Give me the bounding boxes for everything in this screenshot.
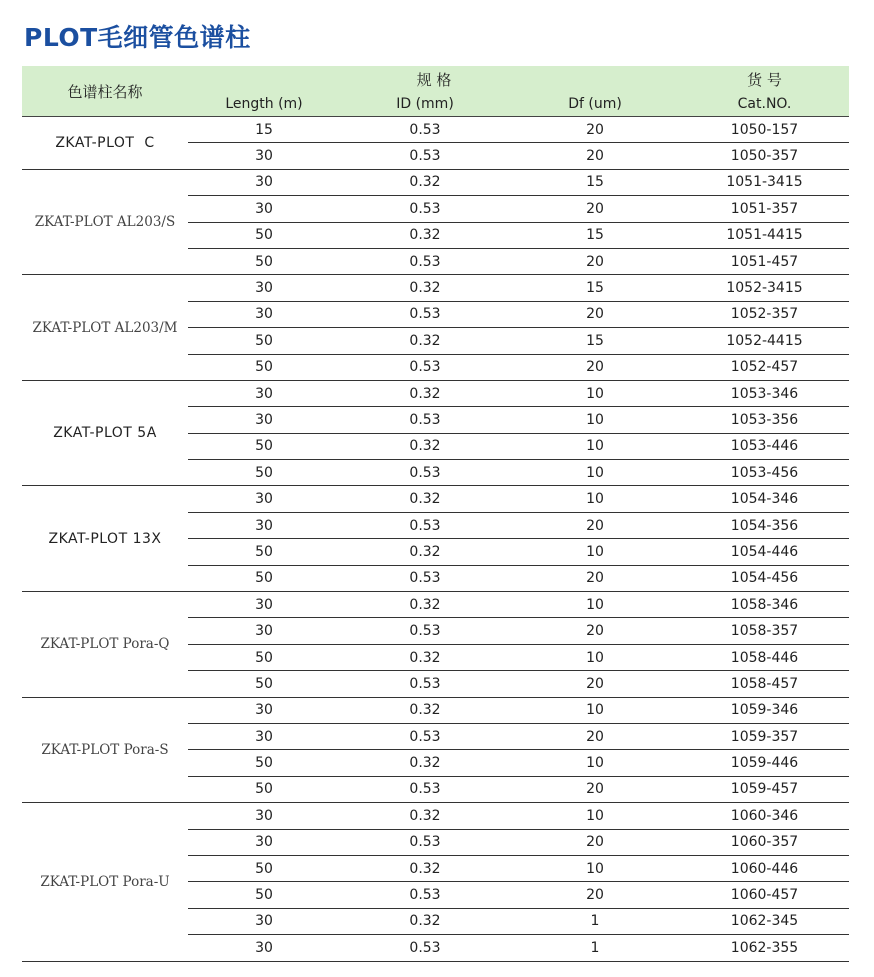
id-cell: 0.32 [340,380,510,406]
length-cell: 50 [188,855,340,881]
cat-no-cell: 1060-346 [680,803,849,829]
id-cell: 0.32 [340,908,510,934]
cat-no-cell: 1058-457 [680,671,849,697]
column-name-cell: ZKAT-PLOT Pora-S [22,697,188,803]
id-cell: 0.53 [340,143,510,169]
table-row [22,169,849,195]
df-cell: 10 [510,750,680,776]
df-cell: 20 [510,618,680,644]
length-cell: 30 [188,697,340,723]
table-row [22,592,849,618]
catalog-group-header: 货 号 [680,66,849,92]
df-cell: 10 [510,380,680,406]
cat-no-cell: 1053-346 [680,380,849,406]
length-cell: 30 [188,380,340,406]
length-cell: 30 [188,829,340,855]
table-body [22,117,849,962]
cat-no-cell: 1060-357 [680,829,849,855]
length-cell: 30 [188,723,340,749]
id-cell: 0.53 [340,354,510,380]
id-cell: 0.32 [340,539,510,565]
df-cell: 15 [510,222,680,248]
length-cell: 30 [188,486,340,512]
id-cell: 0.53 [340,117,510,143]
id-cell: 0.53 [340,196,510,222]
id-cell: 0.32 [340,222,510,248]
df-cell: 20 [510,776,680,802]
id-cell: 0.53 [340,565,510,591]
length-cell: 30 [188,618,340,644]
df-cell: 1 [510,908,680,934]
cat-no-cell: 1052-357 [680,301,849,327]
column-name-header: 色谱柱名称 [22,66,188,117]
plot-column-spec-table [22,66,849,962]
df-cell: 10 [510,644,680,670]
df-cell: 10 [510,592,680,618]
df-cell: 1 [510,935,680,961]
cat-no-cell: 1062-355 [680,935,849,961]
cat-no-cell: 1053-446 [680,433,849,459]
length-cell: 50 [188,776,340,802]
df-cell: 20 [510,512,680,538]
df-cell: 10 [510,486,680,512]
column-name-cell: ZKAT-PLOT 5A [22,380,188,486]
df-cell: 20 [510,882,680,908]
id-cell: 0.53 [340,723,510,749]
length-cell: 30 [188,275,340,301]
length-cell: 30 [188,169,340,195]
id-cell: 0.53 [340,407,510,433]
page-title: PLOT毛细管色谱柱 [24,23,251,52]
length-cell: 50 [188,750,340,776]
df-cell: 20 [510,301,680,327]
df-cell: 20 [510,565,680,591]
length-cell: 50 [188,539,340,565]
spec-group-header: 规 格 [188,66,680,92]
id-cell: 0.53 [340,776,510,802]
cat-no-cell: 1052-3415 [680,275,849,301]
column-name-cell: ZKAT-PLOT 13X [22,486,188,592]
df-cell: 20 [510,723,680,749]
cat-no-cell: 1054-456 [680,565,849,591]
df-cell: 10 [510,460,680,486]
id-header: ID (mm) [340,92,510,117]
id-cell: 0.32 [340,433,510,459]
length-cell: 50 [188,882,340,908]
df-cell: 20 [510,829,680,855]
cat-no-cell: 1059-446 [680,750,849,776]
id-cell: 0.32 [340,328,510,354]
cat-no-cell: 1051-3415 [680,169,849,195]
df-cell: 20 [510,671,680,697]
df-cell: 10 [510,407,680,433]
id-cell: 0.32 [340,855,510,881]
cat-no-cell: 1059-457 [680,776,849,802]
cat-no-cell: 1054-356 [680,512,849,538]
length-cell: 30 [188,908,340,934]
id-cell: 0.32 [340,486,510,512]
length-header: Length (m) [188,92,340,117]
cat-no-cell: 1060-446 [680,855,849,881]
cat-no-cell: 1062-345 [680,908,849,934]
cat-no-cell: 1053-356 [680,407,849,433]
cat-no-cell: 1051-457 [680,248,849,274]
df-cell: 10 [510,539,680,565]
length-cell: 50 [188,671,340,697]
header-row-groups [22,66,849,92]
length-cell: 30 [188,143,340,169]
cat-no-cell: 1058-446 [680,644,849,670]
length-cell: 50 [188,354,340,380]
length-cell: 30 [188,592,340,618]
df-cell: 20 [510,196,680,222]
id-cell: 0.32 [340,169,510,195]
id-cell: 0.53 [340,618,510,644]
length-cell: 15 [188,117,340,143]
length-cell: 50 [188,644,340,670]
length-cell: 50 [188,328,340,354]
table-row [22,380,849,406]
length-cell: 30 [188,407,340,433]
df-header: Df (um) [510,92,680,117]
df-cell: 15 [510,169,680,195]
length-cell: 30 [188,301,340,327]
df-cell: 15 [510,275,680,301]
cat-header: Cat.NO. [680,92,849,117]
id-cell: 0.32 [340,275,510,301]
df-cell: 10 [510,855,680,881]
id-cell: 0.53 [340,935,510,961]
cat-no-cell: 1051-4415 [680,222,849,248]
column-name-cell: ZKAT-PLOT Pora-Q [22,592,188,698]
id-cell: 0.53 [340,882,510,908]
length-cell: 50 [188,222,340,248]
table-row [22,486,849,512]
id-cell: 0.53 [340,301,510,327]
id-cell: 0.32 [340,592,510,618]
length-cell: 30 [188,935,340,961]
df-cell: 20 [510,117,680,143]
table-row [22,803,849,829]
table-row [22,275,849,301]
id-cell: 0.32 [340,644,510,670]
cat-no-cell: 1050-357 [680,143,849,169]
cat-no-cell: 1051-357 [680,196,849,222]
length-cell: 30 [188,512,340,538]
id-cell: 0.32 [340,750,510,776]
df-cell: 20 [510,354,680,380]
id-cell: 0.53 [340,512,510,538]
id-cell: 0.32 [340,803,510,829]
id-cell: 0.53 [340,248,510,274]
cat-no-cell: 1052-4415 [680,328,849,354]
cat-no-cell: 1058-357 [680,618,849,644]
cat-no-cell: 1054-446 [680,539,849,565]
cat-no-cell: 1052-457 [680,354,849,380]
id-cell: 0.53 [340,460,510,486]
column-name-cell: ZKAT-PLOT C [22,117,188,170]
id-cell: 0.53 [340,671,510,697]
length-cell: 30 [188,803,340,829]
length-cell: 50 [188,433,340,459]
df-cell: 15 [510,328,680,354]
table-row [22,117,849,143]
length-cell: 50 [188,460,340,486]
column-name-cell: ZKAT-PLOT AL203/M [22,275,188,381]
cat-no-cell: 1053-456 [680,460,849,486]
df-cell: 20 [510,248,680,274]
column-name-cell: ZKAT-PLOT AL203/S [22,169,188,275]
length-cell: 50 [188,565,340,591]
table-row [22,697,849,723]
cat-no-cell: 1058-346 [680,592,849,618]
id-cell: 0.53 [340,829,510,855]
length-cell: 30 [188,196,340,222]
column-name-cell: ZKAT-PLOT Pora-U [22,803,188,961]
df-cell: 10 [510,803,680,829]
df-cell: 10 [510,433,680,459]
df-cell: 10 [510,697,680,723]
cat-no-cell: 1050-157 [680,117,849,143]
id-cell: 0.32 [340,697,510,723]
cat-no-cell: 1059-346 [680,697,849,723]
cat-no-cell: 1059-357 [680,723,849,749]
length-cell: 50 [188,248,340,274]
cat-no-cell: 1060-457 [680,882,849,908]
cat-no-cell: 1054-346 [680,486,849,512]
df-cell: 20 [510,143,680,169]
